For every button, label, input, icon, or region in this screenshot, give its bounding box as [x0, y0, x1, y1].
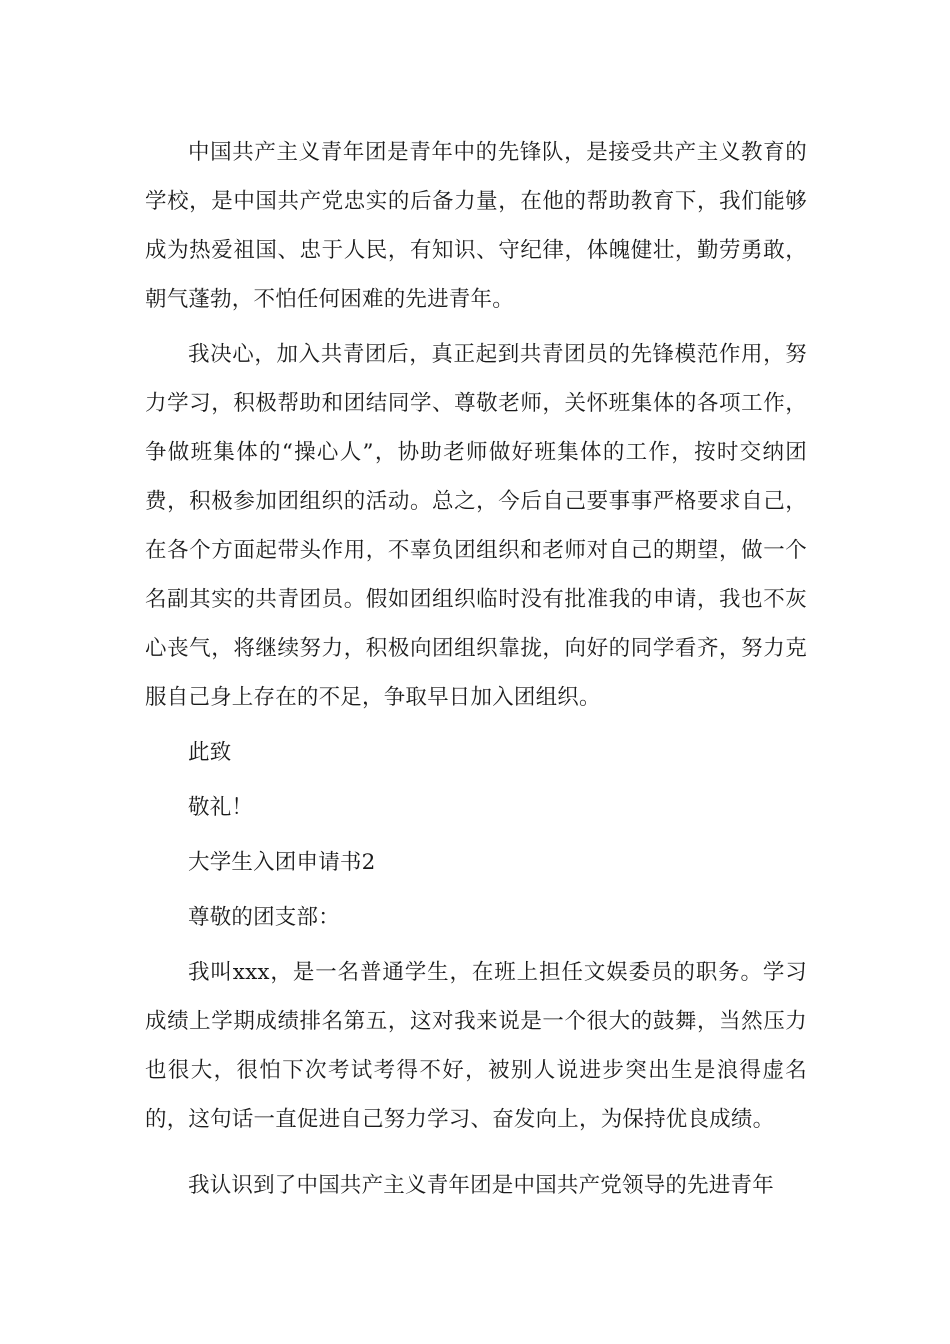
greeting: 尊敬的团支部： [188, 905, 340, 930]
closing-regards: 敬礼！ [188, 795, 254, 820]
paragraph-self-introduction: 我叫xxx，是一名普通学生，在班上担任文娱委员的职务。学习成绩上学期成绩排名第五，这对我来说是一个很大的鼓舞，当然压力也很大，很怕下次考试考得不好，被别人说进步突出生是浪得虚名的，这句话一直促进自己努力学习、奋发向上，为保持优良成绩。 [145, 960, 807, 1132]
paragraph-league-intro: 中国共产主义青年团是青年中的先锋队，是接受共产主义教育的学校，是中国共产党忠实的后备力量，在他的帮助教育下，我们能够成为热爱祖国、忠于人民，有知识、守纪律，体魄健壮，勤劳勇敢，朝气蓬勃，不怕任何困难的先进青年。 [145, 140, 807, 312]
section-title: 大学生入团申请书2 [188, 850, 376, 875]
closing-salutation: 此致 [188, 740, 232, 765]
paragraph-resolution: 我决心，加入共青团后，真正起到共青团员的先锋模范作用，努力学习，积极帮助和团结同学、尊敬老师，关怀班集体的各项工作，争做班集体的“操心人”，协助老师做好班集体的工作，按时交纳团费，积极参加团组织的活动。总之，今后自己要事事严格要求自己，在各个方面起带头作用，不辜负团组织和老师对自己的期望，做一个名副其实的共青团员。假如团组织临时没有批准我的申请，我也不灰心丧气，将继续努力，积极向团组织靠拢，向好的同学看齐，努力克服自己身上存在的不足，争取早日加入团组织。 [145, 342, 807, 710]
document-body [145, 128, 807, 1216]
paragraph-understanding: 我认识到了中国共产主义青年团是中国共产党领导的先进青年 [188, 1173, 774, 1198]
